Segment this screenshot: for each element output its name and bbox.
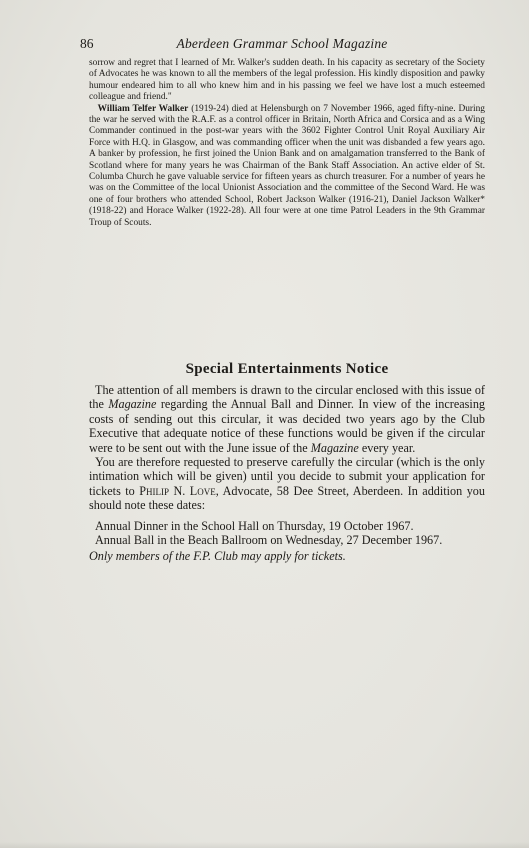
closing-note: Only members of the F.P. Club may apply for tickets. [89,549,346,564]
notice-p1-text-c: every year. [358,440,416,455]
notice-p2-text-a: You are therefore requested to preserve carefully the circular (which is the only intimation which will be given) until you decide to submit your application for tickets to [89,455,485,498]
ticket-contact-name: Philip N. Love [139,483,216,498]
obituary-entry [89,104,485,229]
notice-p1-text-a: The attention of all members is drawn to the circular enclosed with this issue of the [89,383,485,412]
event-dates [89,519,485,564]
magazine-title-ref-2: Magazine [310,440,359,455]
dinner-date: Annual Dinner in the School Hall on Thursday, 19 October 1967. [95,518,414,533]
page-number: 86 [80,36,94,51]
notice-heading: Special Entertainments Notice [185,361,389,377]
obituary-continuation: sorrow and regret that I learned of Mr. Walker's sudden death. In his capacity as secretary of the Society of Advocates he was known to all the members of the legal profession. His kindly disposition and pawky humour endeared him to all who knew him and in his passing we feel we have lost a much esteemed colleague and friend." [89,58,485,103]
notice-paragraph-1 [89,383,485,455]
notice-p1-text-b: regarding the Annual Ball and Dinner. In view of the increasing costs of sending out this circular, it was decided two years ago by the Club Executive that adequate notice of these functions would be given if the circular were to be sent out with the June issue of the [89,397,486,455]
page-header [80,36,484,54]
ball-date: Annual Ball in the Beach Ballroom on Wednesday, 27 December 1967. [95,533,443,548]
obituary-section [89,58,485,229]
notice-body [89,383,485,564]
notice-paragraph-2 [89,455,485,513]
notice-p2-text-b: , Advocate, 58 Dee Street, Aberdeen. In addition you should note these dates: [89,483,485,513]
magazine-title-ref: Magazine [108,397,157,412]
obituary-entry-name: William Telfer Walker [97,103,189,114]
obituary-entry-text: (1919-24) died at Helensburgh on 7 November 1966, aged fifty-nine. During the war he served with the R.A.F. as a control officer in Britain, North Africa and Corsica and as a Wing Commander continued in the post-war years with the 3602 Fighter Control Unit Royal Auxiliary Air Force with H.Q. in Glasgow, and was commanding officer when the unit was disbanded a few years ago. A banker by profession, he first joined the Union Bank and on amalgamation transferred to the Bank of Scotland where for many years he was Chairman of the Bank Staff Association. An active elder of St. Columba Church he gave valuable service for fifteen years as church treasurer. For a number of years he was on the Committee of the local Unionist Association and the committee of the Second Ward. He was one of four brothers who attended School, Robert Jackson Walker (1916-21), Daniel Jackson Walker* (1918-22) and Horace Walker (1922-28). All four were at one time Patrol Leaders in the 9th Grammar Troup of Scouts. [89,103,485,228]
page-shadow [0,842,529,848]
running-title: Aberdeen Grammar School Magazine [176,36,388,51]
